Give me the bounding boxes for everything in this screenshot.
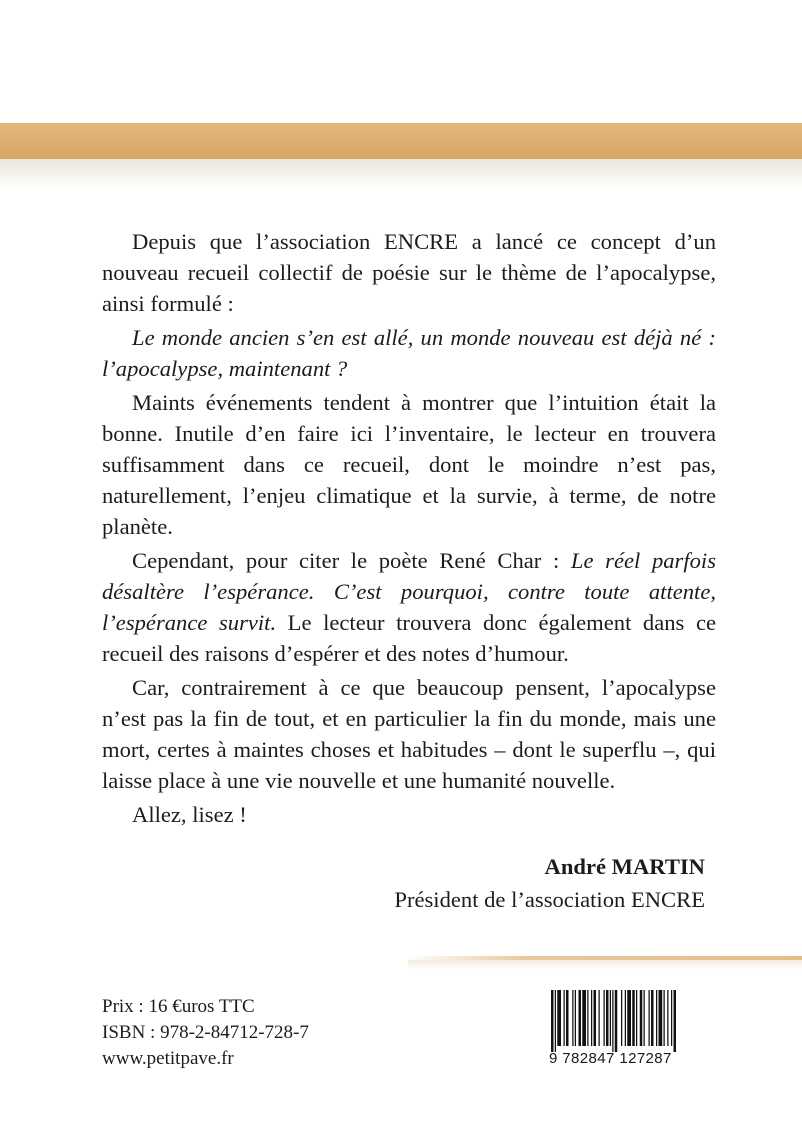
barcode-bar (644, 990, 645, 1046)
author-title: Président de l’association ENCRE (394, 887, 705, 912)
barcode-bar (625, 990, 626, 1046)
top-decorative-band (0, 123, 802, 159)
barcode-bar (640, 990, 643, 1046)
barcode-bar (656, 990, 657, 1046)
rene-char-intro: Cependant, pour citer le poète René Char : (132, 548, 571, 573)
paragraph-apocalypse: Car, contrairement à ce que beaucoup pensent, l’apocalypse n’est pas la fin de tout, et en particulier la fin du monde, mais une mort, certes à maintes choses et habitudes – dont le superflu –, qui laisse place à une vie nouvelle et une humanité nouvelle. (102, 675, 716, 793)
barcode-bar (659, 990, 663, 1046)
barcode-bar (566, 990, 569, 1046)
barcode-bar (575, 990, 576, 1046)
barcode-bar (674, 990, 677, 1052)
barcode-bar (594, 990, 597, 1046)
barcode-bar (591, 990, 592, 1046)
barcode-bar (667, 990, 668, 1046)
paragraph-quote: Le monde ancien s’en est allé, un monde nouveau est déjà né : l’apocalypse, maintenant ? (102, 325, 716, 381)
barcode-digits: 9 782847 127287 (549, 1050, 672, 1067)
divider-shadow (408, 960, 802, 970)
barcode-bar (612, 990, 613, 1052)
barcode-bar (582, 990, 586, 1046)
barcode-bar (604, 990, 605, 1046)
paragraph-events: Maints événements tendent à montrer que l’intuition était la bonne. Inutile d’en faire ici l’inventaire, le lecteur en trouvera suffisamment dans ce recueil, dont le moindre n’est pas, naturellement, l’enjeu climatique et la survie, à terme, de notre planète. (102, 390, 716, 539)
paragraph-rene-char (102, 545, 716, 669)
barcode-bar (555, 990, 556, 1052)
book-info (102, 994, 309, 1072)
website-text: www.petitpave.fr (102, 1048, 234, 1069)
barcode-bar (557, 990, 561, 1046)
barcode-bar (636, 990, 637, 1046)
barcode-bar (606, 990, 609, 1046)
paragraph-closing: Allez, lisez ! (132, 802, 247, 827)
signature-block (102, 850, 705, 916)
barcode-bar (621, 990, 622, 1046)
barcode-bar (632, 990, 635, 1046)
barcode-bar (564, 990, 565, 1046)
barcode-bar (599, 990, 600, 1046)
barcode-bar (587, 990, 588, 1046)
rene-char-quote: Le réel parfois désaltère l’espérance. C’est pourquoi, contre toute attente, l’espérance survit. (102, 548, 716, 635)
barcode-bar (627, 990, 631, 1046)
barcode-bar (572, 990, 573, 1046)
author-name: André MARTIN (544, 854, 705, 879)
back-cover-text (102, 226, 716, 833)
barcode-bar (551, 990, 554, 1052)
barcode-bar (671, 990, 672, 1046)
barcode-bar (651, 990, 654, 1046)
rene-char-outro: Le lecteur trouvera donc également dans ce recueil des raisons d’espérer et des notes d’humour. (102, 610, 716, 666)
barcode-bar (664, 990, 665, 1046)
paragraph-intro: Depuis que l’association ENCRE a lancé ce concept d’un nouveau recueil collectif de poésie sur le thème de l’apocalypse, ainsi formulé : (102, 229, 716, 316)
isbn-text: ISBN : 978-2-84712-728-7 (102, 1022, 309, 1043)
barcode-bar (610, 990, 611, 1046)
barcode-bar (615, 990, 618, 1052)
barcode-bar (649, 990, 650, 1046)
barcode-bar (579, 990, 582, 1046)
price-text: Prix : 16 €uros TTC (102, 996, 255, 1017)
top-band-shadow (0, 159, 802, 189)
